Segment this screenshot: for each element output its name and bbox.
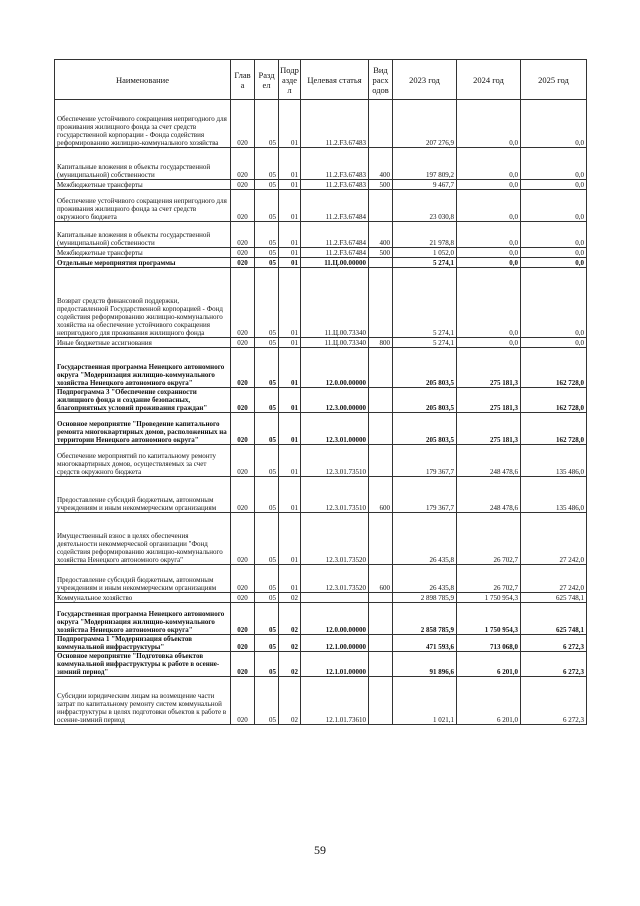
cell-razdel: 05 — [255, 565, 279, 593]
header-2024: 2024 год — [457, 60, 521, 100]
cell-target: 12.3.01.73510 — [301, 445, 369, 477]
cell-vid — [369, 677, 393, 725]
cell-target: 11.2.F3.67484 — [301, 190, 369, 222]
cell-y2025: 0,0 — [521, 248, 587, 258]
cell-y2024: 0,0 — [457, 148, 521, 180]
cell-vid: 400 — [369, 148, 393, 180]
cell-podrazdel: 01 — [279, 513, 301, 565]
table-row — [55, 268, 587, 338]
cell-y2024: 0,0 — [457, 190, 521, 222]
cell-glava: 020 — [231, 268, 255, 338]
cell-target: 11.2.F3.67483 — [301, 148, 369, 180]
cell-razdel: 05 — [255, 268, 279, 338]
cell-target: 11.2.F3.67484 — [301, 222, 369, 248]
cell-razdel: 05 — [255, 348, 279, 388]
table-row — [55, 652, 587, 677]
cell-podrazdel: 01 — [279, 348, 301, 388]
cell-glava: 020 — [231, 148, 255, 180]
page-number: 59 — [314, 843, 326, 857]
cell-razdel: 05 — [255, 100, 279, 148]
cell-y2024: 26 702,7 — [457, 513, 521, 565]
cell-glava: 020 — [231, 413, 255, 445]
table-row — [55, 565, 587, 593]
cell-razdel: 05 — [255, 652, 279, 677]
table-row — [55, 413, 587, 445]
header-2025: 2025 год — [521, 60, 587, 100]
cell-y2025: 0,0 — [521, 222, 587, 248]
cell-y2023: 1 052,0 — [393, 248, 457, 258]
cell-glava: 020 — [231, 477, 255, 513]
cell-vid — [369, 445, 393, 477]
cell-name: Основное мероприятие "Подготовка объектов коммунальной инфраструктуры к работе в осенне-зимний период" — [55, 652, 231, 677]
cell-target: 11.2.F3.67483 — [301, 180, 369, 190]
cell-vid — [369, 413, 393, 445]
cell-glava: 020 — [231, 388, 255, 413]
cell-name: Субсидии юридическим лицам на возмещение части затрат по капитальному ремонту систем коммунальной инфраструктуры в целях подготовки объектов к работе в осенне-зимний период — [55, 677, 231, 725]
cell-name: Обеспечение устойчивого сокращения непригодного для проживания жилищного фонда за счет средств государственной корпорации - Фонда содействия реформированию жилищно-коммунального хозяйства — [55, 100, 231, 148]
cell-razdel: 05 — [255, 477, 279, 513]
cell-y2024: 275 181,3 — [457, 388, 521, 413]
cell-vid — [369, 388, 393, 413]
cell-y2024: 0,0 — [457, 338, 521, 348]
cell-target: 12.3.01.73510 — [301, 477, 369, 513]
cell-vid — [369, 652, 393, 677]
cell-y2025: 135 486,0 — [521, 445, 587, 477]
cell-vid: 600 — [369, 477, 393, 513]
cell-y2025: 6 272,3 — [521, 677, 587, 725]
cell-y2025: 0,0 — [521, 100, 587, 148]
cell-podrazdel: 01 — [279, 388, 301, 413]
cell-vid: 800 — [369, 338, 393, 348]
cell-target: 11.Ц.00.73340 — [301, 268, 369, 338]
cell-podrazdel: 01 — [279, 100, 301, 148]
cell-vid: 400 — [369, 222, 393, 248]
cell-glava: 020 — [231, 652, 255, 677]
table-row — [55, 248, 587, 258]
cell-y2024: 26 702,7 — [457, 565, 521, 593]
cell-y2025: 625 748,1 — [521, 603, 587, 635]
cell-name: Капитальные вложения в объекты государственной (муниципальной) собственности — [55, 222, 231, 248]
cell-vid — [369, 348, 393, 388]
cell-target: 12.3.01.00000 — [301, 413, 369, 445]
cell-target: 11.2.F3.67483 — [301, 100, 369, 148]
cell-y2023: 205 803,5 — [393, 388, 457, 413]
cell-y2023: 5 274,1 — [393, 338, 457, 348]
cell-target: 11.Ц.00.00000 — [301, 258, 369, 268]
table-row — [55, 477, 587, 513]
cell-glava: 020 — [231, 635, 255, 652]
cell-podrazdel: 01 — [279, 248, 301, 258]
cell-razdel: 05 — [255, 180, 279, 190]
cell-glava: 020 — [231, 100, 255, 148]
cell-podrazdel: 01 — [279, 565, 301, 593]
table-row — [55, 513, 587, 565]
cell-y2023: 5 274,1 — [393, 268, 457, 338]
cell-razdel: 05 — [255, 190, 279, 222]
cell-y2024: 1 750 954,3 — [457, 603, 521, 635]
cell-razdel: 05 — [255, 388, 279, 413]
cell-target: 12.1.01.73610 — [301, 677, 369, 725]
cell-glava: 020 — [231, 180, 255, 190]
cell-razdel: 05 — [255, 148, 279, 180]
cell-y2023: 179 367,7 — [393, 477, 457, 513]
cell-y2024: 0,0 — [457, 180, 521, 190]
cell-y2025: 162 728,0 — [521, 388, 587, 413]
cell-podrazdel: 02 — [279, 603, 301, 635]
cell-y2023: 197 809,2 — [393, 148, 457, 180]
cell-y2023: 205 803,5 — [393, 348, 457, 388]
cell-y2023: 1 021,1 — [393, 677, 457, 725]
cell-name: Иные бюджетные ассигнования — [55, 338, 231, 348]
cell-vid — [369, 603, 393, 635]
cell-y2023: 179 367,7 — [393, 445, 457, 477]
header-row — [55, 60, 587, 100]
cell-razdel: 05 — [255, 593, 279, 603]
cell-podrazdel: 02 — [279, 677, 301, 725]
cell-razdel: 05 — [255, 445, 279, 477]
header-podrazdel: Подр азде л — [279, 60, 301, 100]
cell-podrazdel: 02 — [279, 593, 301, 603]
cell-y2025: 162 728,0 — [521, 413, 587, 445]
cell-y2025: 0,0 — [521, 148, 587, 180]
cell-podrazdel: 01 — [279, 477, 301, 513]
table-row — [55, 190, 587, 222]
cell-razdel: 05 — [255, 248, 279, 258]
cell-podrazdel: 01 — [279, 258, 301, 268]
cell-y2025: 0,0 — [521, 268, 587, 338]
cell-target: 12.3.01.73520 — [301, 565, 369, 593]
cell-y2024: 6 201,0 — [457, 652, 521, 677]
cell-y2025: 0,0 — [521, 258, 587, 268]
cell-target: 12.1.01.00000 — [301, 652, 369, 677]
cell-name: Государственная программа Ненецкого автономного округа "Модернизация жилищно-коммунального хозяйства Ненецкого автономного округа" — [55, 348, 231, 388]
cell-y2023: 21 978,8 — [393, 222, 457, 248]
cell-y2023: 91 896,6 — [393, 652, 457, 677]
cell-y2023: 5 274,1 — [393, 258, 457, 268]
table-row — [55, 635, 587, 652]
cell-podrazdel: 01 — [279, 338, 301, 348]
cell-y2024: 0,0 — [457, 100, 521, 148]
cell-vid — [369, 268, 393, 338]
header-target: Целевая статья — [301, 60, 369, 100]
table-row — [55, 593, 587, 603]
cell-razdel: 05 — [255, 603, 279, 635]
cell-razdel: 05 — [255, 413, 279, 445]
cell-podrazdel: 01 — [279, 268, 301, 338]
cell-vid — [369, 190, 393, 222]
cell-glava: 020 — [231, 248, 255, 258]
cell-y2025: 0,0 — [521, 338, 587, 348]
cell-target: 12.0.00.00000 — [301, 348, 369, 388]
cell-podrazdel: 01 — [279, 190, 301, 222]
table-row — [55, 603, 587, 635]
cell-glava: 020 — [231, 190, 255, 222]
table-row — [55, 180, 587, 190]
cell-name: Государственная программа Ненецкого автономного округа "Модернизация жилищно-коммунального хозяйства Ненецкого автономного округа" — [55, 603, 231, 635]
cell-glava: 020 — [231, 338, 255, 348]
budget-table — [54, 59, 587, 725]
cell-target: 12.3.00.00000 — [301, 388, 369, 413]
cell-y2023: 26 435,8 — [393, 565, 457, 593]
table-row — [55, 677, 587, 725]
cell-y2025: 0,0 — [521, 190, 587, 222]
cell-glava: 020 — [231, 513, 255, 565]
cell-name: Предоставление субсидий бюджетным, автономным учреждениям и иным некоммерческим организациям — [55, 477, 231, 513]
cell-name: Межбюджетные трансферты — [55, 248, 231, 258]
cell-y2024: 6 201,0 — [457, 677, 521, 725]
cell-vid: 600 — [369, 565, 393, 593]
cell-podrazdel: 01 — [279, 148, 301, 180]
cell-vid — [369, 258, 393, 268]
cell-y2024: 248 478,6 — [457, 445, 521, 477]
cell-target: 12.1.00.00000 — [301, 635, 369, 652]
cell-razdel: 05 — [255, 513, 279, 565]
header-razdel: Разд ел — [255, 60, 279, 100]
cell-y2025: 27 242,0 — [521, 513, 587, 565]
cell-vid — [369, 635, 393, 652]
cell-y2024: 1 750 954,3 — [457, 593, 521, 603]
header-expense-type: Вид расх одов — [369, 60, 393, 100]
cell-name: Возврат средств финансовой поддержки, предоставленной Государственной корпорацией - Фонд содействия реформированию жилищно-коммунального хозяйства на обеспечение устойчивого сокращения непригодного для проживания жилищного фонда — [55, 268, 231, 338]
cell-target: 12.0.00.00000 — [301, 603, 369, 635]
cell-y2023: 23 030,8 — [393, 190, 457, 222]
cell-podrazdel: 01 — [279, 222, 301, 248]
cell-podrazdel: 02 — [279, 635, 301, 652]
cell-name: Обеспечение мероприятий по капитальному ремонту многоквартирных домов, осуществляемых за счет средств окружного бюджета — [55, 445, 231, 477]
cell-podrazdel: 01 — [279, 180, 301, 190]
cell-y2023: 2 898 785,9 — [393, 593, 457, 603]
cell-y2025: 27 242,0 — [521, 565, 587, 593]
cell-name: Отдельные мероприятия программы — [55, 258, 231, 268]
cell-podrazdel: 01 — [279, 445, 301, 477]
cell-vid — [369, 100, 393, 148]
cell-glava: 020 — [231, 222, 255, 248]
header-glava: Глав а — [231, 60, 255, 100]
cell-razdel: 05 — [255, 677, 279, 725]
cell-name: Основное мероприятие "Проведение капитального ремонта многоквартирных домов, расположенных на территории Ненецкого автономного округа" — [55, 413, 231, 445]
table-row — [55, 445, 587, 477]
cell-razdel: 05 — [255, 222, 279, 248]
cell-name: Межбюджетные трансферты — [55, 180, 231, 190]
cell-name: Капитальные вложения в объекты государственной (муниципальной) собственности — [55, 148, 231, 180]
cell-y2023: 205 803,5 — [393, 413, 457, 445]
table-row — [55, 148, 587, 180]
cell-y2025: 6 272,3 — [521, 635, 587, 652]
cell-glava: 020 — [231, 445, 255, 477]
cell-y2025: 162 728,0 — [521, 348, 587, 388]
cell-glava: 020 — [231, 603, 255, 635]
cell-name: Подпрограмма 3 "Обеспечение сохранности жилищного фонда и создание безопасных, благоприятных условий проживания граждан" — [55, 388, 231, 413]
cell-razdel: 05 — [255, 338, 279, 348]
cell-y2023: 207 276,9 — [393, 100, 457, 148]
cell-name: Подпрограмма 1 "Модернизация объектов коммунальной инфраструктуры" — [55, 635, 231, 652]
cell-y2024: 0,0 — [457, 258, 521, 268]
header-2023: 2023 год — [393, 60, 457, 100]
table-row — [55, 258, 587, 268]
cell-y2024: 0,0 — [457, 268, 521, 338]
cell-y2025: 625 748,1 — [521, 593, 587, 603]
table-row — [55, 100, 587, 148]
cell-razdel: 05 — [255, 258, 279, 268]
cell-vid — [369, 513, 393, 565]
cell-y2025: 0,0 — [521, 180, 587, 190]
cell-y2023: 9 467,7 — [393, 180, 457, 190]
cell-y2023: 471 593,6 — [393, 635, 457, 652]
cell-glava: 020 — [231, 258, 255, 268]
table-body — [55, 100, 587, 725]
cell-podrazdel: 01 — [279, 413, 301, 445]
cell-glava: 020 — [231, 593, 255, 603]
cell-target: 11.2.F3.67484 — [301, 248, 369, 258]
cell-name: Коммунальное хозяйство — [55, 593, 231, 603]
cell-target: 11.Ц.00.73340 — [301, 338, 369, 348]
cell-y2024: 713 068,0 — [457, 635, 521, 652]
cell-y2023: 26 435,8 — [393, 513, 457, 565]
cell-name: Имущественный взнос в целях обеспечения деятельности некоммерческой организации "Фонд содействия реформированию жилищно-коммунального хозяйства Ненецкого автономного округа" — [55, 513, 231, 565]
cell-y2025: 135 486,0 — [521, 477, 587, 513]
cell-y2024: 248 478,6 — [457, 477, 521, 513]
cell-name: Обеспечение устойчивого сокращения непригодного для проживания жилищного фонда за счет средств окружного бюджета — [55, 190, 231, 222]
cell-y2023: 2 858 785,9 — [393, 603, 457, 635]
header-name: Наименование — [55, 60, 231, 100]
cell-glava: 020 — [231, 348, 255, 388]
cell-razdel: 05 — [255, 635, 279, 652]
cell-target: 12.3.01.73520 — [301, 513, 369, 565]
table-row — [55, 222, 587, 248]
cell-y2024: 0,0 — [457, 248, 521, 258]
cell-vid: 500 — [369, 248, 393, 258]
cell-target — [301, 593, 369, 603]
cell-glava: 020 — [231, 565, 255, 593]
cell-vid — [369, 593, 393, 603]
cell-glava: 020 — [231, 677, 255, 725]
cell-y2024: 275 181,3 — [457, 348, 521, 388]
cell-y2024: 275 181,3 — [457, 413, 521, 445]
cell-podrazdel: 02 — [279, 652, 301, 677]
cell-vid: 500 — [369, 180, 393, 190]
table-row — [55, 338, 587, 348]
table-row — [55, 388, 587, 413]
cell-y2024: 0,0 — [457, 222, 521, 248]
cell-name: Предоставление субсидий бюджетным, автономным учреждениям и иным некоммерческим организациям — [55, 565, 231, 593]
cell-y2025: 6 272,3 — [521, 652, 587, 677]
table-row — [55, 348, 587, 388]
